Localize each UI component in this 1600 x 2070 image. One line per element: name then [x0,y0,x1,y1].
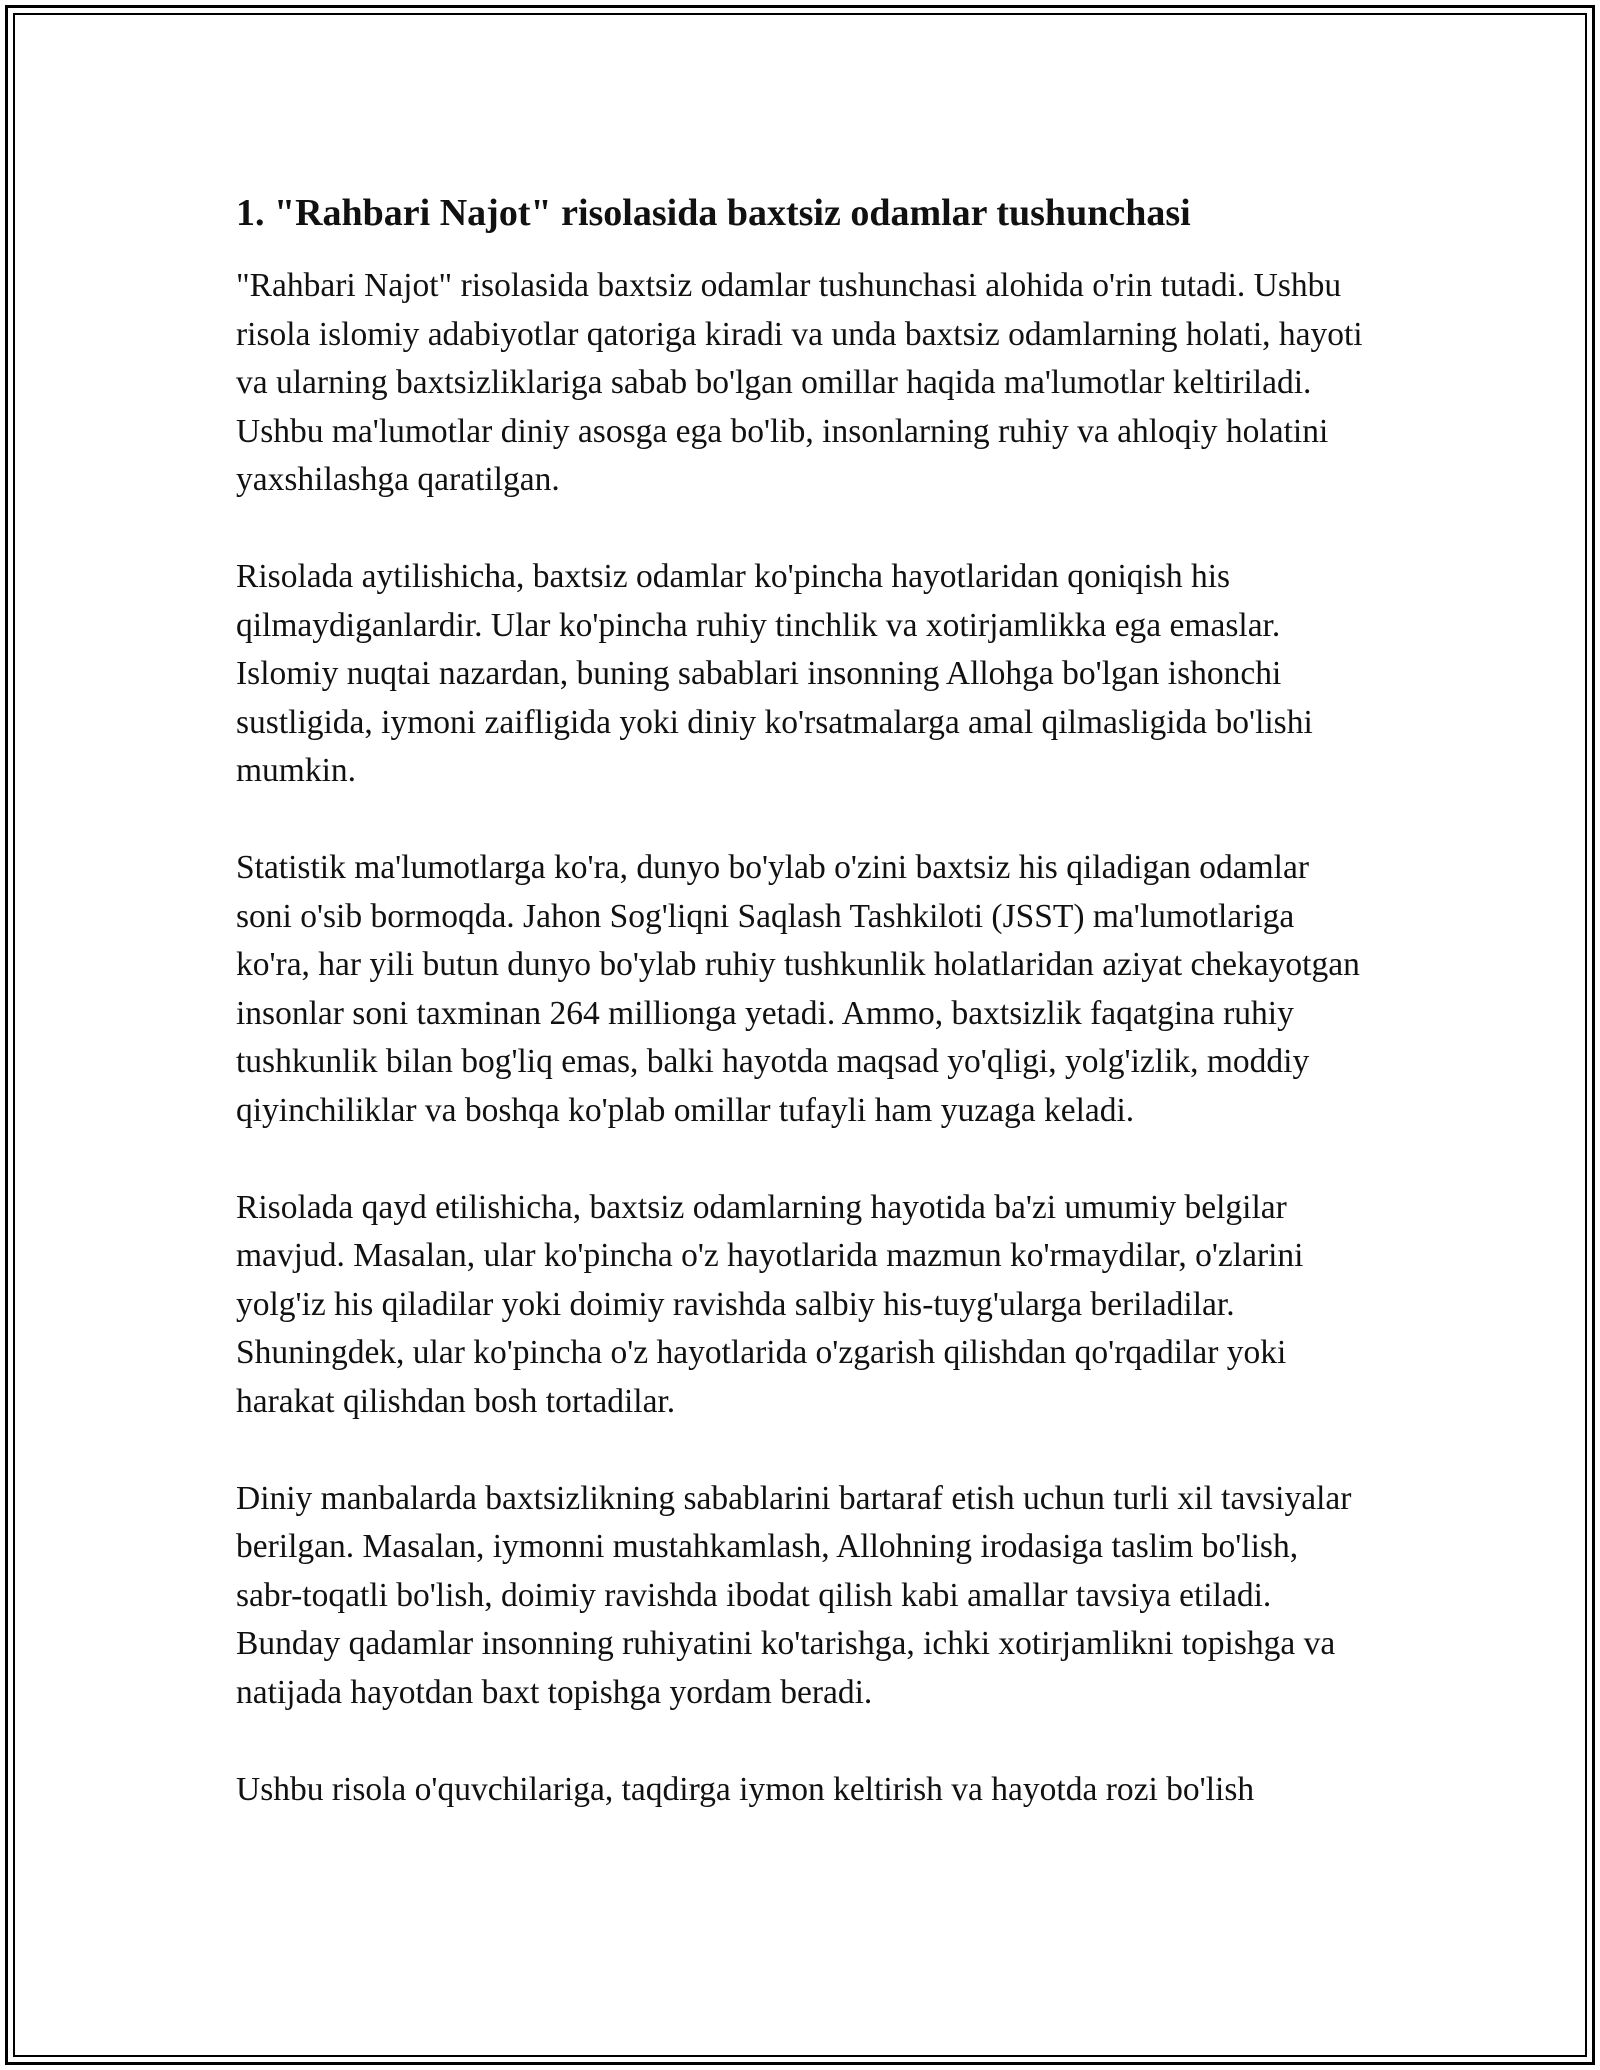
paragraph-6: Ushbu risola o'quvchilariga, taqdirga iymon keltirish va hayotda rozi bo'lish [236,1770,1255,1808]
paragraph-2: Risolada aytilishicha, baxtsiz odamlar ko'pincha hayotlaridan qoniqish his qilmaydiganlardir. Ular ko'pincha ruhiy tinchlik va xotirjamlikka ega emaslar. Islomiy nuqtai nazardan, buning sabablari insonning Allohga bo'lgan ishonchi sustligida, iymoni zaifligida yoki diniy ko'rsatmalarga amal qilmasligida bo'lishi mumkin. [236,558,1313,789]
paragraph-1: "Rahbari Najot" risolasida baxtsiz odamlar tushunchasi alohida o'rin tutadi. Ushbu risola islomiy adabiyotlar qatoriga kiradi va unda baxtsiz odamlarning holati, hayoti va ularning baxtsizliklariga sabab bo'lgan omillar haqida ma'lumotlar keltiriladi. Ushbu ma'lumotlar diniy asosga ega bo'lib, insonlarning ruhiy va ahloqiy holatini yaxshilashga qaratilgan. [236,267,1363,498]
document-body [236,184,1366,1814]
paragraph-5: Diniy manbalarda baxtsizlikning sabablarini bartaraf etish uchun turli xil tavsiyalar berilgan. Masalan, iymonni mustahkamlash, Allohning irodasiga taslim bo'lish, sabr-toqatli bo'lish, doimiy ravishda ibodat qilish kabi amallar tavsiya etiladi. Bunday qadamlar insonning ruhiyatini ko'tarishga, ichki xotirjamlikni topishga va natijada hayotdan baxt topishga yordam beradi. [236,1479,1352,1711]
section-heading: 1. "Rahbari Najot" risolasida baxtsiz odamlar tushunchasi [236,192,1191,234]
paragraph-3: Statistik ma'lumotlarga ko'ra, dunyo bo'ylab o'zini baxtsiz his qiladigan odamlar soni o'sib bormoqda. Jahon Sog'liqni Saqlash Tashkiloti (JSST) ma'lumotlariga ko'ra, har yili butun dunyo bo'ylab ruhiy tushkunlik holatlaridan aziyat chekayotgan insonlar soni taxminan 264 millionga yetadi. Ammo, baxtsizlik faqatgina ruhiy tushkunlik bilan bog'liq emas, balki hayotda maqsad yo'qligi, yolg'izlik, moddiy qiyinchiliklar va boshqa ko'plab omillar tufayli ham yuzaga keladi. [236,849,1360,1129]
paragraph-4: Risolada qayd etilishicha, baxtsiz odamlarning hayotida ba'zi umumiy belgilar mavjud. Masalan, ular ko'pincha o'z hayotlarida mazmun ko'rmaydilar, o'zlarini yolg'iz his qiladilar yoki doimiy ravishda salbiy his-tuyg'ularga beriladilar. Shuningdek, ular ko'pincha o'z hayotlarida o'zgarish qilishdan qo'rqadilar yoki harakat qilishdan bosh tortadilar. [236,1188,1304,1420]
